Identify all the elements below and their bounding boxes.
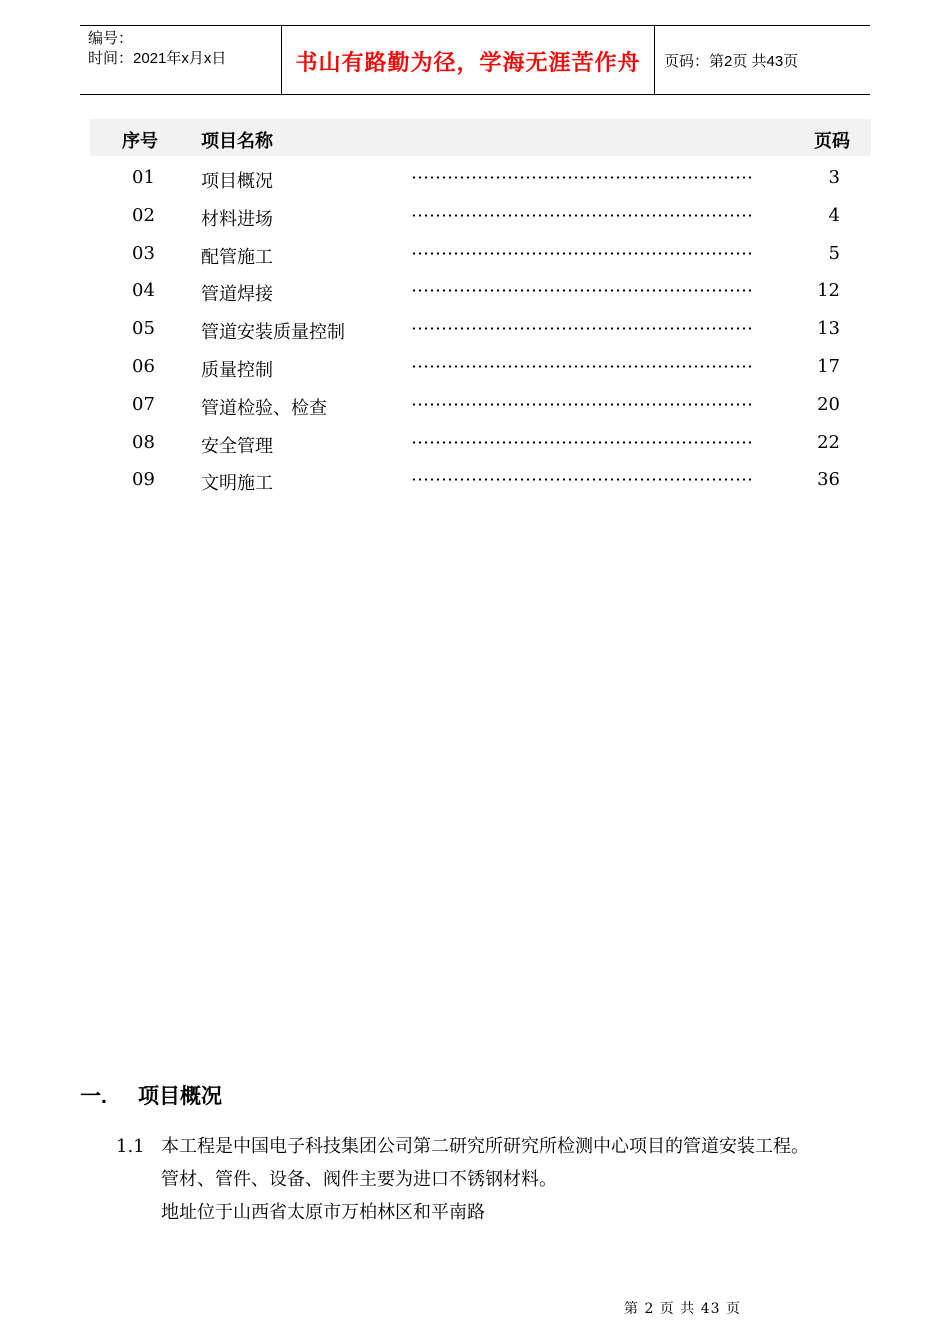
paragraph-line: 地址位于山西省太原市万柏林区和平南路 bbox=[161, 1202, 485, 1223]
toc-header-num: 序号 bbox=[122, 131, 158, 151]
toc-header-row bbox=[90, 119, 871, 156]
toc-page-number: 3 bbox=[828, 167, 840, 188]
toc-title: 安全管理 bbox=[201, 435, 273, 457]
document-number-label: 编号： bbox=[88, 30, 134, 47]
toc-title: 项目概况 bbox=[201, 171, 273, 192]
toc-page-number: 36 bbox=[817, 469, 840, 491]
page-footer: 第 2 页 共 43 页 bbox=[624, 1301, 741, 1317]
toc-number: 06 bbox=[132, 356, 155, 377]
toc-header-page: 页码 bbox=[814, 131, 850, 151]
document-time-label: 时间：2021年x月x日 bbox=[88, 50, 227, 67]
toc-title: 配管施工 bbox=[201, 246, 273, 268]
toc-dot-leader bbox=[411, 441, 753, 444]
toc-title: 质量控制 bbox=[201, 360, 273, 381]
toc-page-number: 17 bbox=[817, 356, 840, 377]
toc-row bbox=[90, 352, 871, 382]
toc-row bbox=[90, 465, 871, 495]
toc-dot-leader bbox=[411, 478, 753, 481]
toc-row bbox=[90, 201, 871, 231]
toc-title: 文明施工 bbox=[201, 473, 273, 495]
toc-dot-leader bbox=[411, 289, 753, 292]
toc-number: 02 bbox=[132, 204, 155, 226]
toc-number: 09 bbox=[132, 469, 155, 491]
section-heading bbox=[80, 1080, 222, 1110]
section-number: 一. bbox=[80, 1085, 107, 1108]
paragraph-line: 管材、管件、设备、阀件主要为进口不锈钢材料。 bbox=[161, 1169, 557, 1190]
header-meta bbox=[88, 29, 226, 69]
toc-title: 管道安装质量控制 bbox=[201, 322, 345, 344]
toc-row bbox=[90, 314, 871, 344]
toc-number: 08 bbox=[132, 431, 155, 453]
paragraph-line: 本工程是中国电子科技集团公司第二研究所研究所检测中心项目的管道安装工程。 bbox=[161, 1136, 809, 1157]
header-divider bbox=[654, 26, 655, 94]
toc-page-number: 13 bbox=[817, 318, 840, 340]
toc-row bbox=[90, 428, 871, 458]
toc-header-title: 项目名称 bbox=[201, 131, 273, 151]
header-page-info: 页码：第2页 共43页 bbox=[664, 53, 799, 70]
toc-page-number: 4 bbox=[828, 204, 840, 226]
section-title: 项目概况 bbox=[138, 1085, 222, 1108]
toc-dot-leader bbox=[411, 327, 753, 330]
toc-number: 01 bbox=[132, 167, 155, 188]
toc-title: 管道检验、检查 bbox=[201, 397, 327, 419]
toc-number: 04 bbox=[132, 280, 155, 302]
item-text bbox=[161, 1130, 861, 1229]
toc-title: 材料进场 bbox=[201, 208, 273, 230]
toc-page-number: 12 bbox=[817, 280, 840, 302]
toc-number: 05 bbox=[132, 318, 155, 340]
item-number: 1.1 bbox=[116, 1136, 145, 1157]
toc-page-number: 22 bbox=[817, 431, 840, 453]
header-motto: 书山有路勤为径，学海无涯苦作舟 bbox=[295, 50, 641, 75]
toc-number: 03 bbox=[132, 242, 155, 264]
toc-row bbox=[90, 239, 871, 269]
toc-dot-leader bbox=[411, 252, 753, 255]
toc-number: 07 bbox=[132, 393, 155, 415]
toc-row bbox=[90, 276, 871, 306]
page-header bbox=[80, 25, 870, 95]
toc-page-number: 5 bbox=[828, 242, 840, 264]
toc-dot-leader bbox=[411, 214, 753, 217]
toc-row bbox=[90, 390, 871, 420]
toc-page-number: 20 bbox=[817, 393, 840, 415]
toc-dot-leader bbox=[411, 403, 753, 406]
toc-dot-leader bbox=[411, 365, 753, 368]
toc-row bbox=[90, 163, 871, 193]
toc-title: 管道焊接 bbox=[201, 284, 273, 306]
toc-dot-leader bbox=[411, 176, 753, 179]
